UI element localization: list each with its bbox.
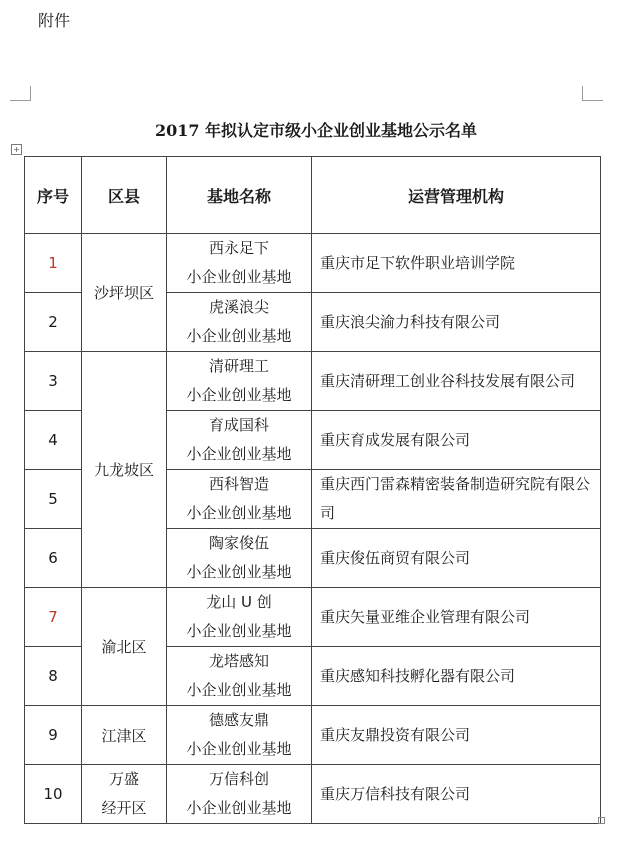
row-org: 重庆清研理工创业谷科技发展有限公司 (312, 352, 601, 411)
row-seq: 10 (25, 765, 82, 824)
header-seq: 序号 (25, 157, 82, 234)
page-margin-corner-right (582, 86, 603, 101)
row-org: 重庆市足下软件职业培训学院 (312, 234, 601, 293)
row-org: 重庆俊伍商贸有限公司 (312, 529, 601, 588)
row-org: 重庆浪尖渝力科技有限公司 (312, 293, 601, 352)
header-base-name: 基地名称 (167, 157, 312, 234)
row-base-name: 西科智造 小企业创业基地 (167, 470, 312, 529)
row-seq: 2 (25, 293, 82, 352)
row-org: 重庆友鼎投资有限公司 (312, 706, 601, 765)
header-org: 运营管理机构 (312, 157, 601, 234)
row-org: 重庆万信科技有限公司 (312, 765, 601, 824)
row-district: 江津区 (82, 706, 167, 765)
row-base-name: 虎溪浪尖 小企业创业基地 (167, 293, 312, 352)
row-seq: 7 (25, 588, 82, 647)
row-org: 重庆西门雷森精密装备制造研究院有限公司 (312, 470, 601, 529)
row-district: 渝北区 (82, 588, 167, 706)
row-seq: 5 (25, 470, 82, 529)
row-district: 万盛 经开区 (82, 765, 167, 824)
row-district: 沙坪坝区 (82, 234, 167, 352)
document-title: 2017 年拟认定市级小企业创业基地公示名单 (154, 121, 478, 140)
row-seq: 6 (25, 529, 82, 588)
attachment-label: 附件 (38, 11, 71, 30)
row-base-name: 育成国科 小企业创业基地 (167, 411, 312, 470)
row-org: 重庆矢量亚维企业管理有限公司 (312, 588, 601, 647)
header-district: 区县 (82, 157, 167, 234)
row-base-name: 西永足下 小企业创业基地 (167, 234, 312, 293)
row-org: 重庆感知科技孵化器有限公司 (312, 647, 601, 706)
row-base-name: 陶家俊伍 小企业创业基地 (167, 529, 312, 588)
table-row (25, 765, 601, 824)
row-seq: 8 (25, 647, 82, 706)
row-seq: 9 (25, 706, 82, 765)
table-row (25, 588, 601, 647)
row-base-name: 万信科创 小企业创业基地 (167, 765, 312, 824)
row-base-name: 龙塔感知 小企业创业基地 (167, 647, 312, 706)
row-org: 重庆育成发展有限公司 (312, 411, 601, 470)
table-header-row (25, 157, 601, 234)
table-row (25, 352, 601, 411)
row-base-name: 龙山 U 创 小企业创业基地 (167, 588, 312, 647)
table-row (25, 706, 601, 765)
row-seq: 3 (25, 352, 82, 411)
row-base-name: 清研理工 小企业创业基地 (167, 352, 312, 411)
page-margin-corner-left (10, 86, 31, 101)
table-resize-handle[interactable] (598, 817, 605, 824)
row-district: 九龙坡区 (82, 352, 167, 588)
base-list-table (24, 156, 601, 824)
table-row (25, 234, 601, 293)
row-seq: 1 (25, 234, 82, 293)
table-move-handle-icon[interactable]: + (11, 144, 22, 155)
row-seq: 4 (25, 411, 82, 470)
row-base-name: 德感友鼎 小企业创业基地 (167, 706, 312, 765)
